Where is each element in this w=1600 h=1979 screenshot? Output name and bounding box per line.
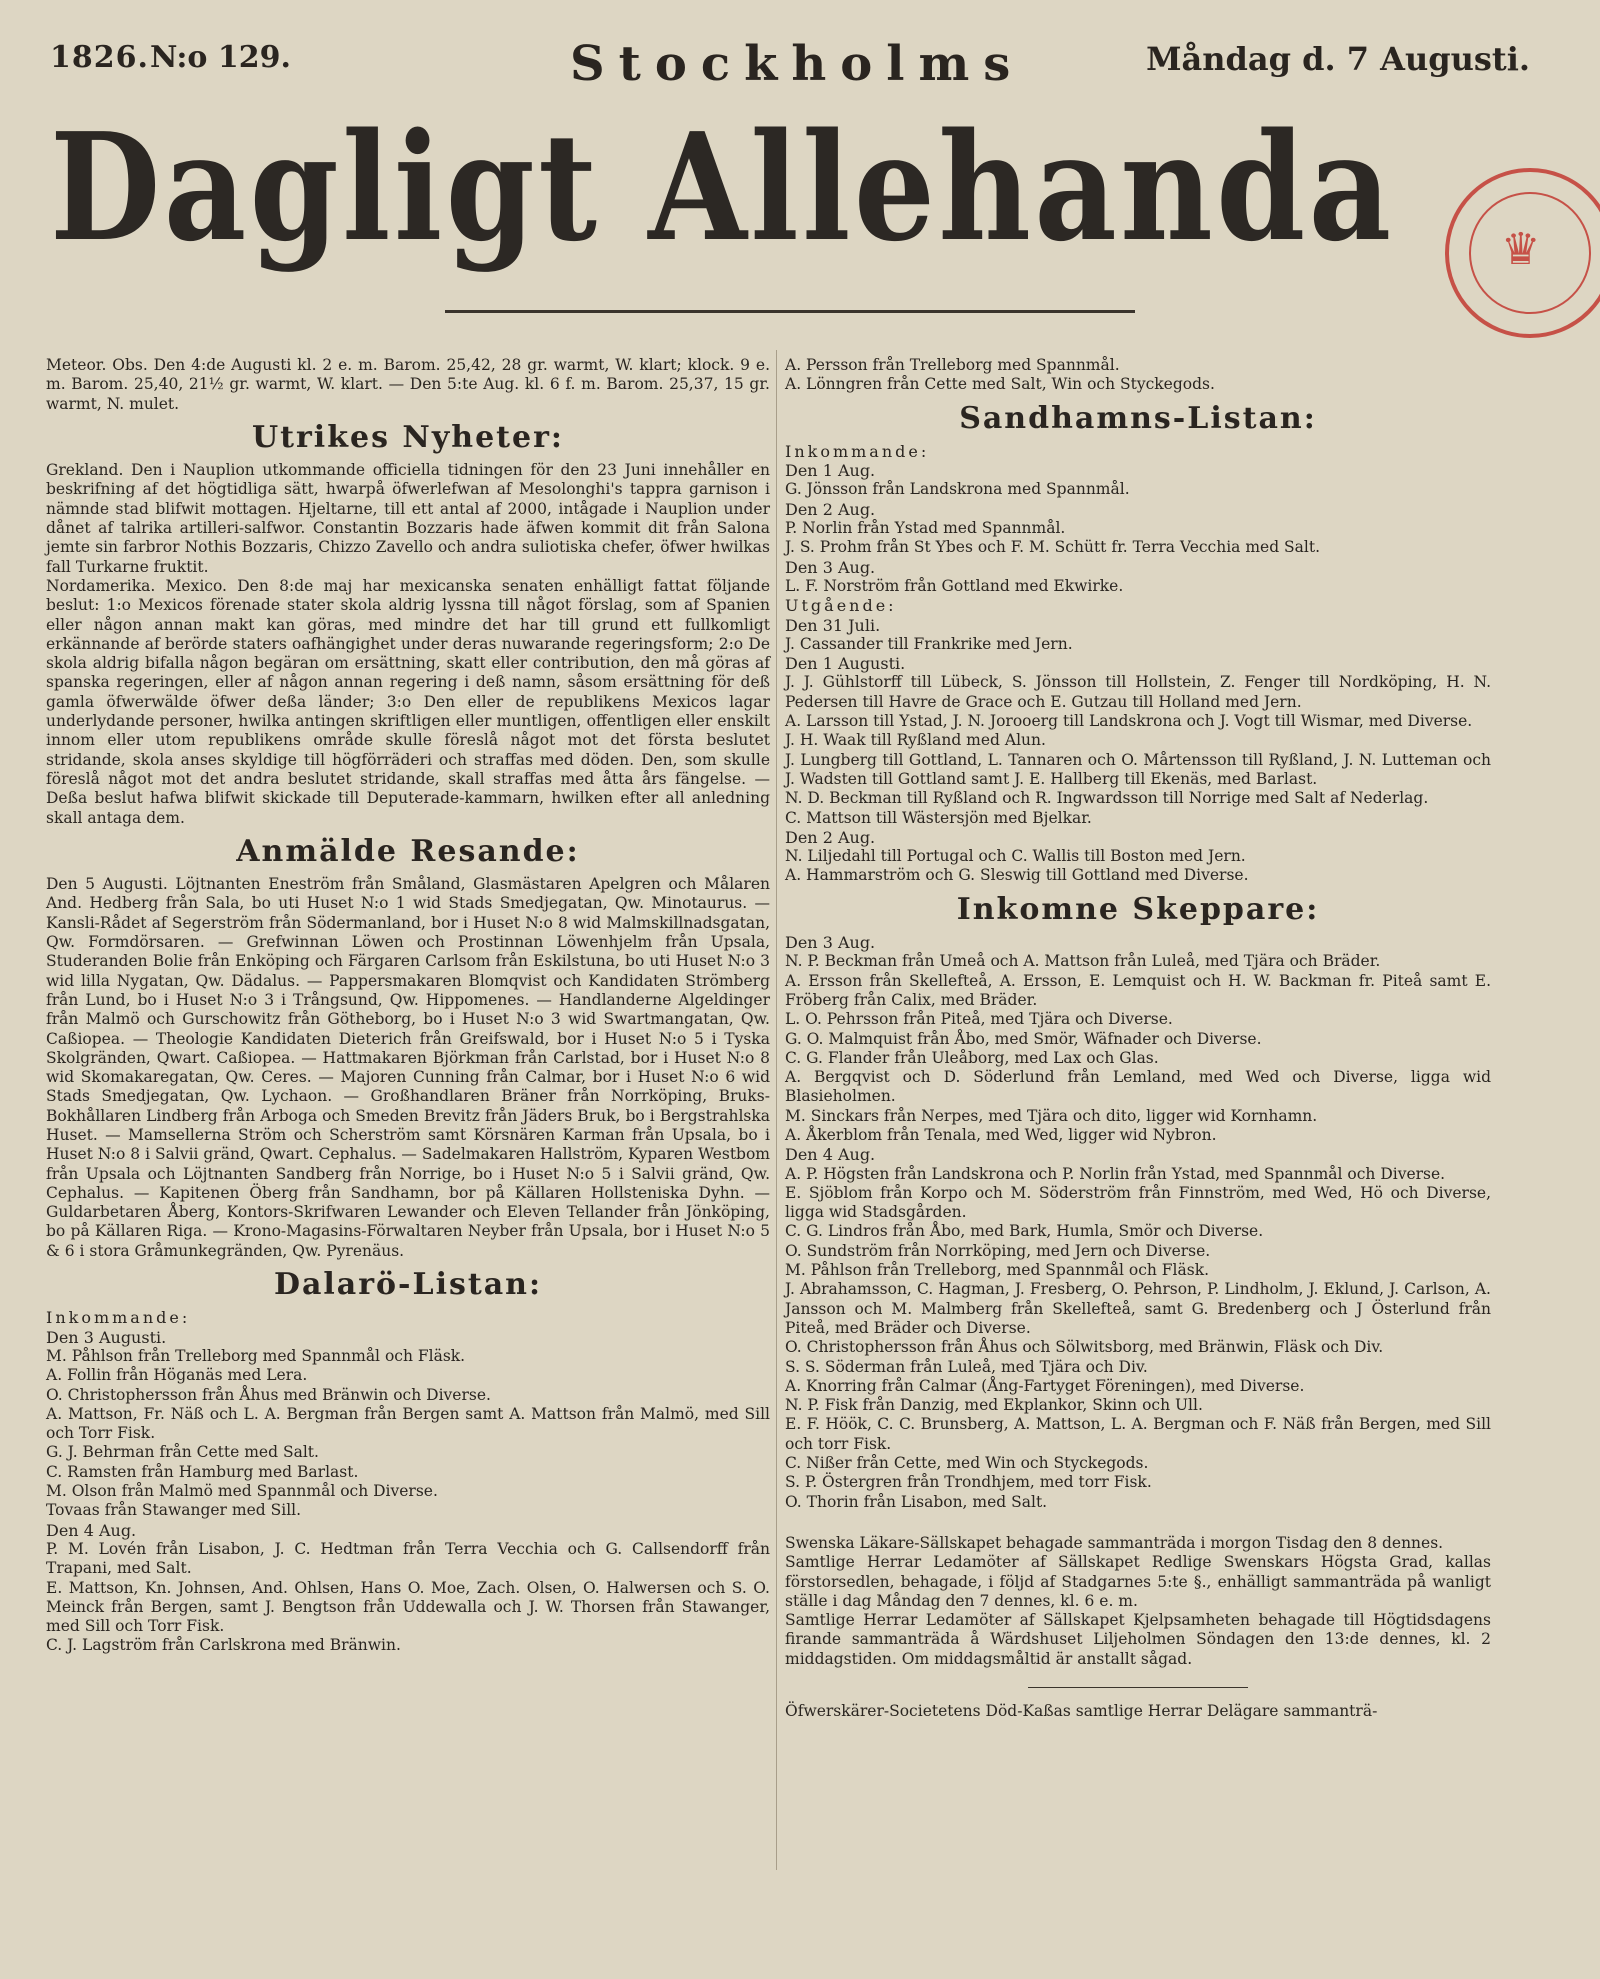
- skeppare-entry: O. Thorin från Lisabon, med Salt.: [785, 1492, 1048, 1511]
- sandhamn-entry: J. Cassander till Frankrike med Jern.: [785, 634, 1073, 653]
- sandhamn-entry: L. F. Norström från Gottland med Ekwirke.: [785, 576, 1124, 595]
- sandhamn-entry: C. Mattson till Wästersjön med Bjelkar.: [785, 808, 1092, 827]
- dalaro-entry: E. Mattson, Kn. Johnsen, And. Ohlsen, Hans O. Moe, Zach. Olsen, O. Halwersen och S. O. Meinck från Bergen, samt J. Bengtson från Uddewalla och J. W. Thorsen från Stawanger, med Sill och Torr Fisk.: [46, 1578, 770, 1636]
- dalaro-entry: O. Christophersson från Åhus med Bränwin och Diverse.: [46, 1385, 491, 1404]
- sandhamn-entry: A. Hammarström och G. Sleswig till Gottland med Diverse.: [785, 866, 1249, 885]
- top-entry: A. Lönngren från Cette med Salt, Win och Styckegods.: [785, 375, 1215, 394]
- skeppare-date: Den 4 Aug.: [785, 1145, 876, 1165]
- top-entry: A. Persson från Trelleborg med Spannmål.: [785, 356, 1120, 374]
- skeppare-entry: G. O. Malmquist från Åbo, med Smör, Wäfnader och Diverse.: [785, 1029, 1262, 1048]
- notice-divider: [1028, 1687, 1248, 1688]
- sandhamn-date: Den 1 Augusti.: [785, 654, 906, 674]
- skeppare-date: Den 3 Aug.: [785, 933, 876, 953]
- dalaro-entry: A. Follin från Höganäs med Lera.: [46, 1366, 308, 1385]
- foreign-news-heading: Utrikes Nyheter:: [251, 419, 564, 455]
- sandhamn-entry: P. Norlin från Ystad med Spannmål.: [785, 519, 1066, 538]
- notice-dodkassa: Öfwerskärer-Societetens Död-Kaßas samtlige Herrar Delägare sammanträ-: [785, 1702, 1378, 1720]
- skeppare-entry: M. Sinckars från Nerpes, med Tjära och dito, ligger wid Kornhamn.: [785, 1106, 1318, 1125]
- masthead-city: Stockholms: [570, 36, 1025, 92]
- skeppare-entry: A. Ersson från Skellefteå, A. Ersson, E. Lemquist och H. W. Backman fr. Piteå samt E. Fröberg från Calix, med Bräder.: [785, 971, 1491, 1009]
- sandhamn-entry: J. S. Prohm från St Ybes och F. M. Schütt fr. Terra Vecchia med Salt.: [785, 538, 1321, 557]
- sandhamn-entry: N. D. Beckman till Ryßland och R. Ingwardsson till Norrige med Salt af Nederlag.: [785, 789, 1429, 808]
- skeppare-entry: N. P. Fisk från Danzig, med Ekplankor, Skinn och Ull.: [785, 1396, 1203, 1415]
- library-stamp-icon: ♛: [1445, 168, 1600, 338]
- meteor-observation: Meteor. Obs. Den 4:de Augusti kl. 2 e. m. Barom. 25,42, 28 gr. warmt, W. klart; klock. 9 e. m. Barom. 25,40, 21½ gr. warmt, W. klart. — Den 5:te Aug. kl. 6 f. m. Barom. 25,37, 15 gr. warmt, N. mulet.: [46, 356, 770, 413]
- skeppare-entry: A. Bergqvist och D. Söderlund från Lemland, med Wed och Diverse, ligga wid Blasieholmen.: [785, 1068, 1491, 1106]
- skeppare-entry: M. Påhlson från Trelleborg, med Spannmål och Fläsk.: [785, 1261, 1210, 1280]
- sandhamn-entry: G. Jönsson från Landskrona med Spannmål.: [785, 480, 1130, 499]
- title-rule: [445, 310, 1135, 313]
- newspaper-title: Dagligt Allehanda: [50, 100, 1395, 274]
- sandhamn-date: Den 2 Aug.: [785, 827, 876, 847]
- dalaro-entry: C. J. Lagström från Carlskrona med Bränwin.: [46, 1636, 401, 1655]
- skeppare-entry: O. Christophersson från Åhus och Sölwitsborg, med Bränwin, Fläsk och Div.: [785, 1338, 1384, 1357]
- travellers-heading: Anmälde Resande:: [236, 833, 580, 869]
- issue-number: N:o 129.: [150, 40, 291, 75]
- dalaro-entry: A. Mattson, Fr. Näß och L. A. Bergman från Bergen samt A. Mattson från Malmö, med Sill och Torr Fisk.: [46, 1404, 770, 1443]
- skeppare-entry: E. Sjöblom från Korpo och M. Söderström från Finnström, med Wed, Hö och Diverse, ligga wid Stadsgården.: [785, 1183, 1491, 1222]
- issue-year: 1826.: [50, 40, 149, 75]
- sandhamn-incoming-label: Inkommande:: [785, 441, 930, 461]
- notice-lakare: Swenska Läkare-Sällskapet behagade sammanträda i morgon Tisdag den 8 dennes.: [785, 1533, 1444, 1552]
- sandhamn-date: Den 3 Aug.: [785, 557, 876, 577]
- dalaro-entry: C. Ramsten från Hamburg med Barlast.: [46, 1462, 359, 1481]
- travellers-list: Den 5 Augusti. Löjtnanten Eneström från Småland, Glasmästaren Apelgren och Målaren And. Hedberg från Sala, bo uti Huset N:o 1 wid Stads Smedjegatan, Qw. Minotaurus. — Kansli-Rådet af Segerström från Södermanland, bor i Huset N:o 8 wid Malmskillnadsgatan, Qw. Formdörsaren. — Grefwinnan Löwen och Prostinnan Löwenhjelm från Upsala, Studeranden Bolie från Enköping och Färgaren Carlsom från Eskilstuna, bo uti Huset N:o 3 wid lilla Nygatan, Qw. Dädalus. — Pappersmakaren Blomqvist och Kandidaten Strömberg från Lund, bo i Huset N:o 3 i Trångsund, Qw. Hippomenes. — Handlanderne Algeldinger från Malmö och Gurschowitz från Götheborg, bo i Huset N:o 3 wid Swartmangatan, Qw. Caßiopea. — Theologie Kandidaten Dieterich från Greifswald, bor i Huset N:o 5 i Tyska Skolgränden, Qwart. Caßiopea. — Hattmakaren Björkman från Carlstad, bor i Huset N:o 8 wid Skomakaregatan, Qw. Ceres. — Majoren Cunning från Calmar, bor i Huset N:o 6 wid Stads Smedjegatan, Qw. Lychaon. — Großhandlaren Bräner från Norrköping, Bruks-Bokhållaren Lindberg från Arboga och Smeden Brevitz från Jäders Bruk, bo i Bergstrahlska Huset. — Mamsellerna Ström och Scherström samt Körsnären Karman från Upsala, bo i Huset N:o 8 i Salvii gränd, Qwart. Cephalus. — Sadelmakaren Hallström, Kyparen Westbom från Upsala och Löjtnanten Sandberg från Norrige, bo i Huset N:o 5 i Salvii gränd, Qw. Cephalus. — Kapitenen Öberg från Sandhamn, bor på Källaren Hollsteniska Dyhn. — Guldarbetaren Åberg, Kontors-Skrifwaren Lewander och Eleven Tellander från Jönköping, bo på Källaren Riga. — Krono-Magasins-Förwaltaren Neyber från Upsala, bor i Huset N:o 5 & 6 i stora Gråmunkegränden, Qw. Pyrenäus.: [46, 875, 770, 1260]
- sandhamn-entry: A. Larsson till Ystad, J. N. Jorooerg till Landskrona och J. Vogt till Wismar, med Diverse.: [785, 712, 1473, 731]
- right-column: [785, 356, 1491, 1721]
- sandhamn-entry: J. J. Gühlstorff till Lübeck, S. Jönsson till Hollstein, Z. Fenger till Nordköping, H. N. Pedersen till Havre de Grace och E. Gutzau till Holland med Jern.: [785, 673, 1491, 711]
- issue-date: Måndag d. 7 Augusti.: [1146, 40, 1530, 78]
- left-column: [46, 356, 770, 1656]
- skeppare-heading: Inkomne Skeppare:: [956, 891, 1320, 927]
- column-divider: [776, 350, 777, 1870]
- skeppare-entry: L. O. Pehrsson från Piteå, med Tjära och Diverse.: [785, 1010, 1173, 1029]
- sandhamn-date: Den 2 Aug.: [785, 499, 876, 519]
- dalaro-entry: Tovaas från Stawanger med Sill.: [46, 1501, 302, 1520]
- skeppare-entry: S. S. Söderman från Luleå, med Tjära och Div.: [785, 1357, 1148, 1376]
- skeppare-entry: A. P. Högsten från Landskrona och P. Norlin från Ystad, med Spannmål och Diverse.: [785, 1164, 1446, 1183]
- dalaro-entry: G. J. Behrman från Cette med Salt.: [46, 1443, 319, 1462]
- notice-redlige: Samtlige Herrar Ledamöter af Sällskapet Redlige Swenskars Högsta Grad, kallas förstorsedlen, behagade, i följd af Stadgarnes 5:te §., enhälligt sammanträda på wanligt ställe i dag Måndag den 7 dennes, kl. 6 e. m.: [785, 1553, 1491, 1610]
- dalaro-entry: M. Olson från Malmö med Spannmål och Diverse.: [46, 1482, 438, 1501]
- skeppare-entry: J. Abrahamsson, C. Hagman, J. Fresberg, O. Pehrson, P. Lindholm, J. Eklund, J. Carlson, A. Jansson och M. Malmberg från Skellefteå, samt G. Bredenberg och J Österlund från Piteå, med Bräder och Diverse.: [785, 1280, 1491, 1337]
- dalaro-entry: M. Påhlson från Trelleborg med Spannmål och Fläsk.: [46, 1346, 466, 1365]
- notice-kjelpsamheten: Samtlige Herrar Ledamöter af Sällskapet Kjelpsamheten behagade till Högtidsdagens firande sammanträda å Wärdshuset Liljeholmen Söndagen den 13:de dennes, kl. 2 middagstiden. Om middagsmåltid är anstallt sågad.: [785, 1611, 1491, 1668]
- sandhamn-heading: Sandhamns-Listan:: [959, 400, 1317, 436]
- grekland-article: Grekland. Den i Nauplion utkommande officiella tidningen för den 23 Juni innehåller en beskrifning af det högtidliga sätt, hwarpå öfwerlefwan af Mesolonghi's tappra garnison i nämnde stad blifwit mottagen. Hjeltarne, till ett antal af 2000, intågade i Nauplion under dånet af talrika artilleri-salfwor. Constantin Bozzaris hade äfwen kommit dit från Salona jemte sin farbror Nothis Bozzaris, Chizzo Zavello och andra suliotiska chefer, öfwer hwilkas fall Turkarne fruktit.: [46, 461, 770, 576]
- masthead-row: [50, 28, 1530, 98]
- skeppare-entry: A. Knorring från Calmar (Ång-Fartyget Föreningen), med Diverse.: [785, 1376, 1305, 1395]
- sandhamn-date: Den 1 Aug.: [785, 461, 876, 481]
- skeppare-entry: C. Nißer från Cette, med Win och Styckegods.: [785, 1454, 1149, 1473]
- dalaro-entry: P. M. Lovén från Lisabon, J. C. Hedtman från Terra Vecchia och G. Callsendorff från Trapani, med Salt.: [46, 1539, 770, 1578]
- skeppare-entry: O. Sundström från Norrköping, med Jern och Diverse.: [785, 1241, 1211, 1260]
- dalaro-heading: Dalarö-Listan:: [273, 1267, 543, 1303]
- skeppare-entry: N. P. Beckman från Umeå och A. Mattson från Luleå, med Tjära och Bräder.: [785, 952, 1381, 971]
- skeppare-entry: S. P. Östergren från Trondhjem, med torr Fisk.: [785, 1473, 1152, 1492]
- skeppare-entry: E. F. Höök, C. C. Brunsberg, A. Mattson, L. A. Bergman och F. Näß från Bergen, med Sill och torr Fisk.: [785, 1415, 1491, 1453]
- skeppare-entry: C. G. Flander från Uleåborg, med Lax och Glas.: [785, 1048, 1159, 1067]
- dalaro-incoming-label: Inkommande:: [46, 1308, 191, 1328]
- skeppare-entry: C. G. Lindros från Åbo, med Bark, Humla, Smör och Diverse.: [785, 1222, 1264, 1241]
- sandhamn-entry: J. H. Waak till Ryßland med Alun.: [785, 731, 1046, 750]
- skeppare-entry: A. Åkerblom från Tenala, med Wed, ligger wid Nybron.: [785, 1125, 1217, 1144]
- dalaro-date-1: Den 3 Augusti.: [46, 1327, 167, 1347]
- nordamerika-article: Nordamerika. Mexico. Den 8:de maj har mexicanska senaten enhälligt fattat följande beslut: 1:o Mexicos förenade stater skola aldrig lyssna till något förslag, som af Spanien eller någon annan makt kan göras, med mindre det har till grund ett fullkomligt erkännande af berörde staters oafhängighet under deras nuwarande regeringsform; 2:o De skola aldrig bifalla någon begäran om ersättning, skatt eller contribution, den må göras af spanska regeringen, eller af någon annan regering i deß namn, såsom ersättning för deß gamla öfwerwälde öfwer deßa länder; 3:o Den eller de republikens Mexicos lagar underlydande personer, hwilka antingen skriftligen eller muntligen, offentligen eller enskilt innom eller utom republikens område skulle föreslå något mot det första beslutet stridande, skola anses skyldige till högförräderi och straffas med döden. Den, som skulle föreslå något mot det andra beslutet stridande, skall straffas med åtta års fängelse. — Deßa beslut hafwa blifwit skickade till Deputerade-kammarn, hwilken efter all anledning skall antaga dem.: [46, 576, 770, 827]
- sandhamn-date: Den 31 Juli.: [785, 615, 881, 635]
- dalaro-date-2: Den 4 Aug.: [46, 1520, 137, 1540]
- sandhamn-outgoing-label: Utgående:: [785, 596, 897, 616]
- sandhamn-entry: J. Lungberg till Gottland, L. Tannaren och O. Mårtensson till Ryßland, J. N. Lutteman och J. Wadsten till Gottland samt J. E. Hallberg till Ekenäs, med Barlast.: [785, 750, 1491, 788]
- sandhamn-entry: N. Liljedahl till Portugal och C. Wallis till Boston med Jern.: [785, 847, 1246, 866]
